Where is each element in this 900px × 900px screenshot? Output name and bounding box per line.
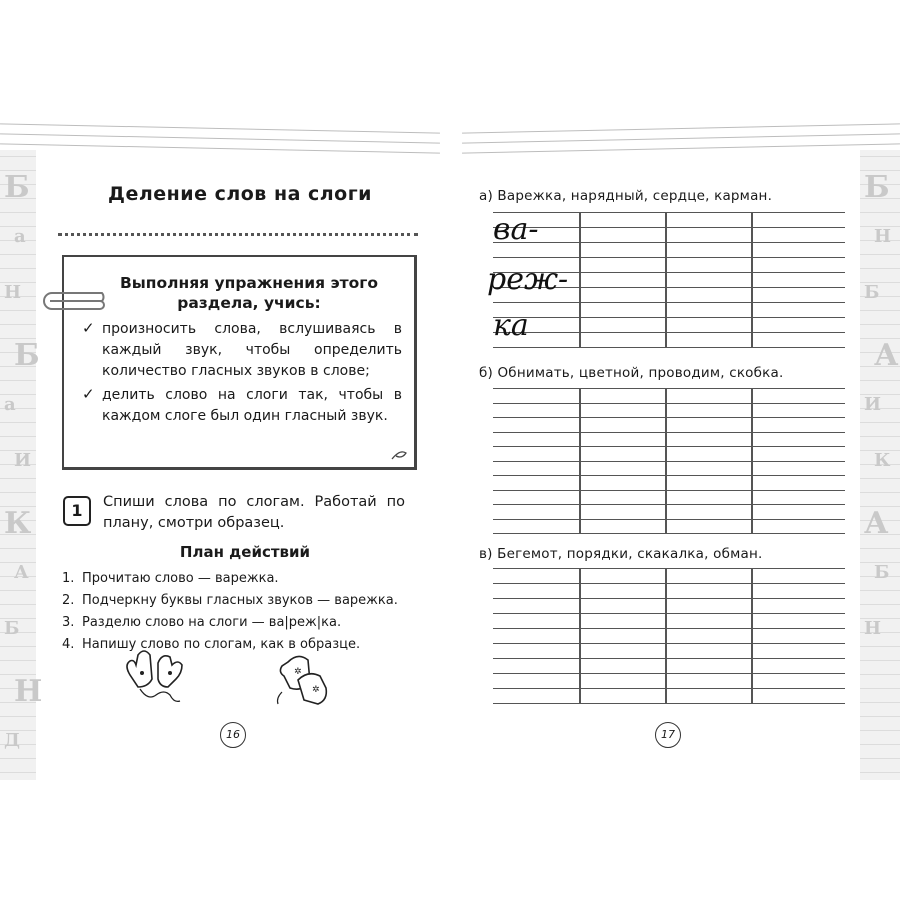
grid-line [493,432,845,433]
scroll-curl-icon [390,447,408,461]
strip-rule [860,254,900,255]
strip-rule [0,646,36,647]
strip-rule [0,590,36,591]
strip-letter: Б [4,170,30,205]
grid-line [493,688,845,689]
strip-rule [860,604,900,605]
strip-rule [860,674,900,675]
strip-rule [860,156,900,157]
strip-rule [860,492,900,493]
mittens-illustration [118,645,198,710]
strip-rule [0,492,36,493]
grid-line [493,628,845,629]
task-number-badge: 1 [63,496,91,526]
grid-line [493,598,845,599]
rule-box-title: Выполняя упражнения этого раздела, учись: [119,274,379,312]
strip-letter: а [14,226,26,247]
strip-rule [0,758,36,759]
strip-letter: Н [874,226,892,247]
plan-item: 1. Прочитаю слово — варежка. [62,571,279,586]
grid-line [493,504,845,505]
exercise-label-c: в) Бегемот, порядки, скакалка, обман. [479,546,763,562]
strip-letter: Б [864,170,890,205]
strip-letter: Б [14,338,40,373]
grid-line [493,212,845,213]
strip-letter: Д [4,730,21,751]
right-top-lines [462,118,900,158]
svg-text:✲: ✲ [294,667,302,677]
strip-letter: А [864,506,889,541]
grid-column-divider [751,568,753,703]
strip-letter: Н [4,282,22,303]
strip-rule [860,660,900,661]
grid-line [493,490,845,491]
strip-rule [860,548,900,549]
left-decor-strip [0,150,43,780]
strip-letter: Н [864,618,882,639]
strip-rule [0,254,36,255]
plan-list [62,568,422,656]
strip-rule [0,548,36,549]
strip-rule [860,758,900,759]
strip-letter: А [874,338,899,373]
exercise-label-a: а) Варежка, нарядный, сердце, карман. [479,188,773,204]
strip-rule [860,310,900,311]
grid-line [493,643,845,644]
grid-line [493,347,845,348]
left-top-lines [0,118,440,158]
mittens-illustration [268,648,338,710]
check-icon: ✓ [82,319,95,337]
strip-letter: К [4,506,32,541]
strip-rule [860,730,900,731]
strip-rule [860,212,900,213]
grid-line [493,475,845,476]
strip-rule [0,478,36,479]
strip-letter: Б [874,562,890,583]
strip-rule [0,772,36,773]
grid-line [493,703,845,704]
strip-rule [0,310,36,311]
strip-rule [860,744,900,745]
rule-item: произносить слова, вслушиваясь в каждый звук, чтобы определить количество гласных звуков в слове; [102,321,402,379]
right-decor-strip [860,150,900,780]
strip-letter: Б [4,618,20,639]
sample-syllable: ка [493,308,529,343]
sample-syllable: реж- [487,262,569,297]
grid-line [493,388,845,389]
grid-column-divider [579,388,581,533]
strip-letter: а [4,394,16,415]
page-number: 17 [655,722,681,748]
grid-line [493,227,845,228]
grid-line [493,568,845,569]
grid-column-divider [579,568,581,703]
strip-letter: Б [864,282,880,303]
grid-column-divider [751,212,753,347]
rule-item: делить слово на слоги так, чтобы в каждом слоге был один гласный звук. [102,387,402,424]
grid-line [493,403,845,404]
grid-line [493,317,845,318]
rule-box [62,255,417,470]
strip-letter: А [14,562,29,583]
grid-line [493,533,845,534]
grid-column-divider [665,212,667,347]
strip-rule [0,212,36,213]
strip-rule [860,324,900,325]
grid-line [493,583,845,584]
plan-item: 4. Напишу слово по слогам, как в образце. [62,637,361,652]
strip-letter: К [874,450,891,471]
grid-column-divider [579,212,581,347]
sample-syllable: ва- [493,212,539,247]
strip-rule [0,660,36,661]
strip-rule [0,268,36,269]
strip-rule [0,156,36,157]
grid-line [493,658,845,659]
strip-letter: Н [14,674,43,709]
page-title: Деление слов на слоги [108,183,372,205]
grid-column-divider [751,388,753,533]
paperclip-icon [42,290,112,312]
grid-line [493,461,845,462]
strip-rule [860,268,900,269]
strip-rule [0,604,36,605]
grid-line [493,257,845,258]
svg-text:✲: ✲ [312,685,320,695]
grid-line [493,417,845,418]
grid-column-divider [665,388,667,533]
check-icon: ✓ [82,385,95,403]
strip-rule [0,716,36,717]
strip-rule [0,380,36,381]
grid-column-divider [665,568,667,703]
writing-grid-b [493,388,845,533]
strip-rule [860,590,900,591]
page-number: 16 [220,722,246,748]
exercise-label-b: б) Обнимать, цветной, проводим, скобка. [479,365,784,381]
strip-rule [0,324,36,325]
strip-rule [0,436,36,437]
task-text: Спиши слова по слогам. Работай по плану, смотри образец. [103,494,405,531]
plan-title: План действий [179,543,311,561]
grid-line [493,446,845,447]
strip-rule [0,422,36,423]
strip-rule [860,772,900,773]
grid-line [493,302,845,303]
strip-rule [860,436,900,437]
grid-line [493,613,845,614]
strip-letter: И [14,450,32,471]
strip-rule [860,688,900,689]
strip-rule [860,702,900,703]
strip-letter: И [864,394,882,415]
strip-rule [860,646,900,647]
strip-rule [860,422,900,423]
strip-rule [860,380,900,381]
plan-item: 2. Подчеркну буквы гласных звуков — варежка. [62,593,398,608]
grid-line [493,242,845,243]
strip-rule [860,478,900,479]
dotted-divider [58,233,418,236]
grid-line [493,519,845,520]
grid-line [493,332,845,333]
grid-line [493,673,845,674]
plan-item: 3. Разделю слово на слоги — ва|реж|ка. [62,615,342,630]
strip-rule [860,716,900,717]
writing-grid-c [493,568,845,703]
